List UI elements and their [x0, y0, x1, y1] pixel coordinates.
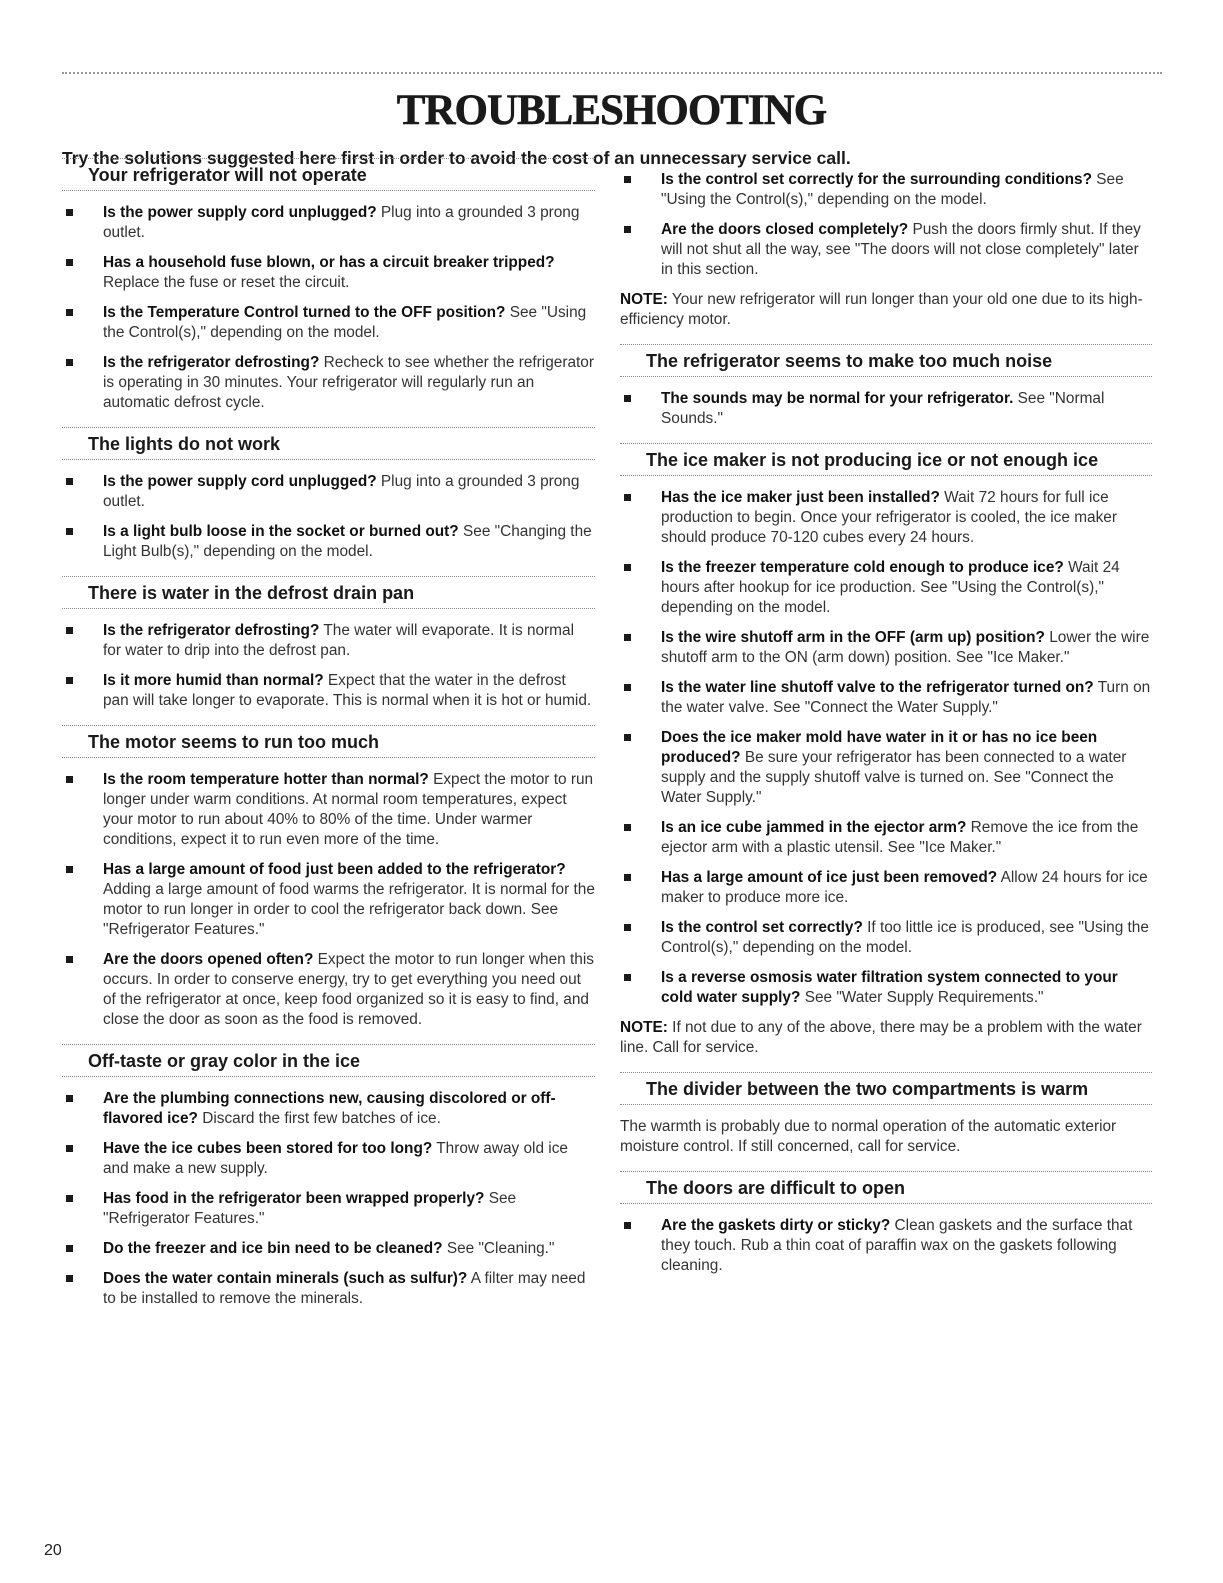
question: Has a large amount of ice just been removed? [661, 869, 998, 886]
bullet-icon [624, 395, 631, 402]
bullet-icon [66, 866, 73, 873]
question: Is a light bulb loose in the socket or burned out? [103, 523, 459, 540]
bullet-icon [624, 176, 631, 183]
section-items [620, 488, 1152, 1008]
troubleshooting-item [620, 918, 1152, 958]
bullet-icon [624, 824, 631, 831]
bullet-icon [66, 528, 73, 535]
section-items [620, 1216, 1152, 1276]
question: Have the ice cubes been stored for too long? [103, 1140, 433, 1157]
section-items [620, 389, 1152, 429]
question: Are the doors opened often? [103, 951, 314, 968]
troubleshooting-item [62, 1189, 595, 1229]
answer: See "Using the Control(s)," depending on the model. [103, 304, 587, 341]
troubleshooting-item [62, 253, 595, 293]
answer: Wait 72 hours for full ice production to begin. Once your refrigerator is cooled, the ice maker should produce 70-120 cubes every 24 hours. [661, 489, 1117, 546]
answer: Replace the fuse or reset the circuit. [103, 274, 350, 291]
answer: Expect that the water in the defrost pan will take longer to evaporate. This is normal when it is hot or humid. [103, 672, 592, 709]
question: Is the wire shutoff arm in the OFF (arm up) position? [661, 629, 1045, 646]
troubleshooting-item [620, 818, 1152, 858]
bullet-icon [66, 627, 73, 634]
bullet-icon [66, 1145, 73, 1152]
bullet-icon [66, 1275, 73, 1282]
troubleshooting-item [62, 770, 595, 850]
answer: Expect the motor to run longer when this occurs. In order to conserve energy, try to get everything you need out of the refrigerator at once, keep food organized so it is easy to find, and close the door as soon as the food is removed. [103, 951, 594, 1028]
answer: See "Normal Sounds." [661, 390, 1105, 427]
top-rule [62, 72, 1162, 74]
troubleshooting-section [620, 1171, 1152, 1276]
bullet-icon [624, 226, 631, 233]
bullet-icon [624, 1222, 631, 1229]
intro-text: Try the solutions suggested here first in order to avoid the cost of an unnecessary service call. [62, 148, 851, 168]
troubleshooting-item [62, 621, 595, 661]
page-number: 20 [44, 1542, 62, 1559]
answer: See "Changing the Light Bulb(s)," depending on the model. [103, 523, 592, 560]
question: The sounds may be normal for your refrigerator. [661, 390, 1014, 407]
answer: Be sure your refrigerator has been connected to a water supply and the supply shutoff valve is turned on. See "Connect the Water Supply." [661, 749, 1127, 806]
section-heading: There is water in the defrost drain pan [62, 576, 595, 609]
troubleshooting-item [620, 170, 1152, 210]
section-items [62, 621, 595, 711]
section-heading: The ice maker is not producing ice or not enough ice [620, 443, 1152, 476]
answer: Clean gaskets and the surface that they touch. Rub a thin coat of paraffin wax on the gaskets following cleaning. [661, 1217, 1133, 1274]
note [620, 290, 1152, 330]
answer: A filter may need to be installed to remove the minerals. [103, 1270, 586, 1307]
question: Is the refrigerator defrosting? [103, 622, 320, 639]
question: Is the power supply cord unplugged? [103, 204, 377, 221]
bullet-icon [624, 634, 631, 641]
troubleshooting-section [62, 725, 595, 1030]
answer: Lower the wire shutoff arm to the ON (arm down) position. See "Ice Maker." [661, 629, 1150, 666]
question: Does the ice maker mold have water in it or has no ice been produced? [661, 729, 1098, 766]
bullet-icon [624, 924, 631, 931]
question: Is the control set correctly for the surrounding conditions? [661, 171, 1092, 188]
troubleshooting-item [62, 203, 595, 243]
troubleshooting-item [62, 950, 595, 1030]
section-items [62, 1089, 595, 1309]
troubleshooting-item [62, 303, 595, 343]
question: Are the doors closed completely? [661, 221, 909, 238]
section-text: The warmth is probably due to normal operation of the automatic exterior moisture control. If still concerned, call for service. [620, 1118, 1117, 1155]
troubleshooting-item [62, 1089, 595, 1129]
question: Is the Temperature Control turned to the OFF position? [103, 304, 506, 321]
question: Are the gaskets dirty or sticky? [661, 1217, 891, 1234]
section-items [62, 472, 595, 562]
answer: If too little ice is produced, see "Using the Control(s)," depending on the model. [661, 919, 1149, 956]
answer: Recheck to see whether the refrigerator is operating in 30 minutes. Your refrigerator will regularly run an automatic defrost cycle. [103, 354, 594, 411]
bullet-icon [66, 1195, 73, 1202]
question: Is the refrigerator defrosting? [103, 354, 320, 371]
question: Is a reverse osmosis water filtration system connected to your cold water supply? [661, 969, 1118, 1006]
note-label: NOTE: [620, 1019, 668, 1036]
question: Is the water line shutoff valve to the refrigerator turned on? [661, 679, 1094, 696]
answer: The water will evaporate. It is normal for water to drip into the defrost pan. [103, 622, 574, 659]
troubleshooting-section [620, 443, 1152, 1058]
bullet-icon [624, 684, 631, 691]
answer: Turn on the water valve. See "Connect the Water Supply." [661, 679, 1151, 716]
question: Are the plumbing connections new, causing discolored or off-flavored ice? [103, 1090, 556, 1127]
section-heading: The lights do not work [62, 427, 595, 460]
bullet-icon [66, 956, 73, 963]
bullet-icon [66, 478, 73, 485]
page-title: TROUBLESHOOTING [396, 87, 827, 134]
troubleshooting-section [620, 1072, 1152, 1157]
troubleshooting-item [620, 678, 1152, 718]
bullet-icon [66, 309, 73, 316]
troubleshooting-item [620, 968, 1152, 1008]
answer: See "Cleaning." [446, 1240, 555, 1257]
bullet-icon [66, 677, 73, 684]
answer: Plug into a grounded 3 prong outlet. [103, 473, 580, 510]
troubleshooting-item [62, 472, 595, 512]
troubleshooting-item [62, 671, 595, 711]
troubleshooting-item [620, 728, 1152, 808]
troubleshooting-item [62, 1239, 595, 1259]
question: Is an ice cube jammed in the ejector arm? [661, 819, 967, 836]
question: Is the room temperature hotter than normal? [103, 771, 429, 788]
answer: Wait 24 hours after hookup for ice production. See "Using the Control(s)," depending on the model. [661, 559, 1120, 616]
bullet-icon [66, 209, 73, 216]
question: Is the power supply cord unplugged? [103, 473, 377, 490]
section-heading: The doors are difficult to open [620, 1171, 1152, 1204]
control-items [620, 170, 1152, 280]
right-sections [620, 344, 1152, 1276]
bullet-icon [66, 359, 73, 366]
troubleshooting-section [62, 1044, 595, 1309]
answer: Remove the ice from the ejector arm with a plastic utensil. See "Ice Maker." [661, 819, 1139, 856]
note-text: If not due to any of the above, there may be a problem with the water line. Call for service. [620, 1019, 1142, 1056]
question: Is it more humid than normal? [103, 672, 324, 689]
troubleshooting-item [620, 868, 1152, 908]
troubleshooting-item [62, 353, 595, 413]
question: Do the freezer and ice bin need to be cleaned? [103, 1240, 443, 1257]
left-column [62, 158, 595, 1323]
question: Has the ice maker just been installed? [661, 489, 940, 506]
answer: Plug into a grounded 3 prong outlet. [103, 204, 580, 241]
bullet-icon [66, 776, 73, 783]
troubleshooting-item [62, 1139, 595, 1179]
troubleshooting-section [620, 344, 1152, 429]
troubleshooting-item [62, 860, 595, 940]
answer: See "Refrigerator Features." [103, 1190, 517, 1227]
question: Is the control set correctly? [661, 919, 863, 936]
note-text: Your new refrigerator will run longer than your old one due to its high-efficiency motor. [620, 291, 1143, 328]
note [620, 1018, 1152, 1058]
answer: See "Using the Control(s)," depending on the model. [661, 171, 1124, 208]
answer: Discard the first few batches of ice. [202, 1110, 441, 1127]
troubleshooting-item [620, 488, 1152, 548]
troubleshooting-item [62, 522, 595, 562]
right-column [620, 170, 1152, 1290]
bullet-icon [66, 259, 73, 266]
section-heading: Your refrigerator will not operate [62, 158, 595, 191]
section-heading: The refrigerator seems to make too much noise [620, 344, 1152, 377]
troubleshooting-section [62, 427, 595, 562]
bullet-icon [624, 974, 631, 981]
section-items [62, 203, 595, 413]
question: Has a household fuse blown, or has a circuit breaker tripped? [103, 254, 555, 271]
bullet-icon [624, 874, 631, 881]
section-items [62, 770, 595, 1030]
troubleshooting-item [620, 1216, 1152, 1276]
section-heading: Off-taste or gray color in the ice [62, 1044, 595, 1077]
note-label: NOTE: [620, 291, 668, 308]
troubleshooting-item [620, 628, 1152, 668]
answer: Adding a large amount of food warms the refrigerator. It is normal for the motor to run longer in order to cool the refrigerator back down. See "Refrigerator Features." [103, 881, 595, 938]
troubleshooting-item [620, 558, 1152, 618]
question: Has food in the refrigerator been wrapped properly? [103, 1190, 485, 1207]
answer: Push the doors firmly shut. If they will not shut all the way, see "The doors will not close completely" later in this section. [661, 221, 1141, 278]
bullet-icon [624, 734, 631, 741]
bullet-icon [66, 1095, 73, 1102]
bullet-icon [66, 1245, 73, 1252]
troubleshooting-item [620, 389, 1152, 429]
section-heading: The motor seems to run too much [62, 725, 595, 758]
answer: See "Water Supply Requirements." [804, 989, 1044, 1006]
bullet-icon [624, 564, 631, 571]
troubleshooting-item [62, 1269, 595, 1309]
control-section [620, 170, 1152, 330]
troubleshooting-section [62, 576, 595, 711]
bullet-icon [624, 494, 631, 501]
troubleshooting-section [62, 158, 595, 413]
section-heading: The divider between the two compartments is warm [620, 1072, 1152, 1105]
answer: Allow 24 hours for ice maker to produce more ice. [661, 869, 1148, 906]
question: Is the freezer temperature cold enough to produce ice? [661, 559, 1064, 576]
question: Has a large amount of food just been added to the refrigerator? [103, 861, 566, 878]
troubleshooting-item [620, 220, 1152, 280]
question: Does the water contain minerals (such as sulfur)? [103, 1270, 468, 1287]
answer: Expect the motor to run longer under warm conditions. At normal room temperatures, expect your motor to run about 40% to 80% of the time. Under warmer conditions, expect it to run even more of the time. [103, 771, 594, 848]
answer: Throw away old ice and make a new supply. [103, 1140, 568, 1177]
